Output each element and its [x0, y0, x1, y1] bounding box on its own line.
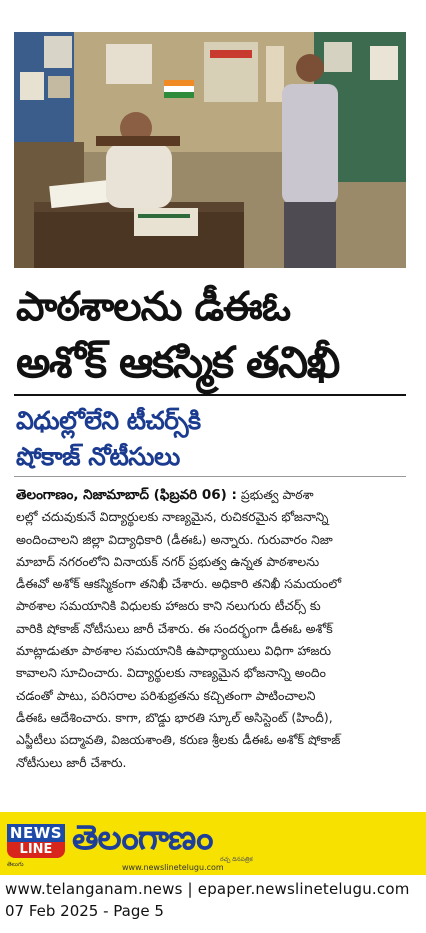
body-line: వారికి షోకాజ్ నోటీసులు జారీ చేశారు. ఈ సందర్భంగా డీఈఓ అశోక్	[16, 620, 333, 636]
body-line: డీఈఓ ఆదేశించారు. కాగా, బొడ్డు భారతి స్కూల్ అసిస్టెంట్ (హిందీ),	[16, 709, 333, 725]
article-body	[16, 484, 410, 774]
body-line: ఎస్జీటీలు పద్మావతి, విజయశాంతి, కరుణ శ్రీలకు డీఈఓ అశోక్ షోకాజ్	[16, 732, 341, 748]
body-line: డీఈవో అశోక్ ఆకస్మికంగా తనిఖీ చేశారు. అధికారి తనిఖీ సమయంలో	[16, 576, 342, 592]
headline-line-2: అశోక్ ఆకస్మిక తనిఖీ	[16, 338, 339, 388]
site-url-small: www.newslinetelugu.com	[122, 863, 224, 872]
subheading-divider	[14, 476, 406, 477]
body-line: చడంతో పాటు, పరిసరాల పరిశుభ్రతను కచ్చితంగా పాటించాలని	[16, 687, 316, 703]
subheading-line-2: షోకాజ్ నోటీసులు	[16, 442, 180, 471]
body-line: అందించాలని జిల్లా విద్యాధికారి (డీఈఓ) అన్నారు. గురువారం నిజా	[16, 531, 333, 547]
body-line	[16, 484, 410, 506]
logo-top-text: NEWS	[7, 824, 65, 842]
brand-name: తెలంగాణం	[72, 818, 213, 858]
newsline-logo	[7, 824, 65, 868]
brand-tagline: రచ్చ దినపత్రిక	[220, 856, 253, 863]
headline-divider	[14, 394, 406, 396]
logo-bottom-text: LINE	[7, 842, 65, 858]
edition-date: 07 Feb 2025 - Page 5	[5, 902, 164, 920]
body-line: కావాలని సూచించారు. విద్యార్థులకు నాణ్యమైన భోజనాన్ని అందిం	[16, 665, 326, 681]
body-line: మాబాద్ నగరంలోని వినాయక్ నగర్ ప్రభుత్వ ఉన్నత పాఠశాలను	[16, 553, 320, 569]
logo-tag: తెలుగు	[7, 861, 24, 868]
body-line-text: ప్రభుత్వ పాఠశా	[240, 487, 314, 502]
subheading-line-1: విధుల్లోలేని టీచర్స్‌కి	[16, 406, 201, 435]
dateline: తెలంగాణం, నిజామాబాద్ (ఫిబ్రవరి 06) :	[16, 487, 237, 503]
article-photo	[14, 32, 406, 268]
body-line: పాఠశాల సమయానికి విధులకు హాజరు కాని నలుగురు టీచర్స్ కు	[16, 598, 321, 614]
body-line: మాట్లాడుతూ పాఠశాల సమయానికి ఉపాధ్యాయులు విధిగా హాజరు	[16, 643, 332, 659]
body-line: నోటీసులు జారీ చేశారు.	[16, 754, 127, 770]
headline-line-1: పాఠశాలను డీఈఓ	[16, 284, 291, 330]
body-line: లల్లో చదువుకునే విద్యార్థులకు నాణ్యమైన, రుచికరమైన భోజనాన్ని	[16, 509, 329, 525]
footer-urls[interactable]: www.telanganam.news | epaper.newslinetelugu.com	[5, 880, 410, 898]
